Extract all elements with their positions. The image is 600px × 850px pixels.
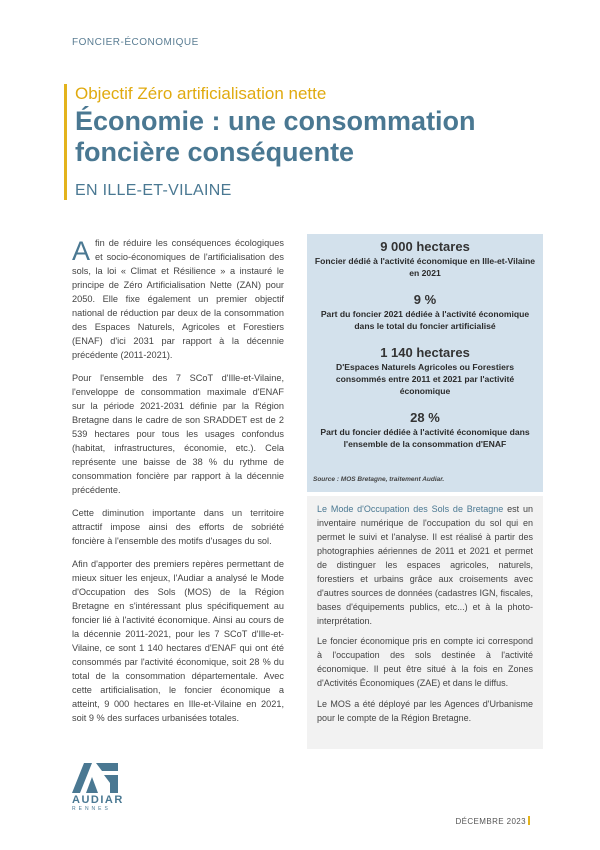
- logo-name: AUDIAR: [72, 794, 124, 806]
- stat-value: 9 000 hectares: [380, 239, 470, 254]
- publication-date: [455, 816, 530, 826]
- date-divider: [528, 816, 530, 825]
- stat-item: [307, 345, 543, 397]
- paragraph-analysis: Afin d'apporter des premiers repères permettant de mieux situer les enjeux, l'Audiar a analysé le Mode d'Occupation des Sols (MOS) de la Région Bretagne en s'intéressant plus spécifiquement au foncier lié à l'activité économique. Ainsi au cours de la décennie 2011-2021, pour les 7 SCoT d'Ille-et-Vilaine, ce sont 1 140 hectares d'ENAF qui ont été consommés par l'activité économique, soit 28 % du total de la consommation départementale. Avec cette artificialisation, le foncier économique a atteint, 9 000 hectares en Ille-et-Vilaine en 2021, soit 9 % des surfaces urbanisées totales.: [72, 558, 284, 723]
- mos-paragraph-1-text: est un inventaire numérique de l'occupation du sol qui en permet le suivi et l'analyse. Il est réalisé à partir des photographies aériennes de 2011 et 2021 et permet de distinguer les espaces agricoles, naturels, forestiers et urbains grâce aux croisements avec d'autres sources de données (cadastres IGN, fiscales, bases d'équipements publics, etc...) et à la photo-interprétation.: [317, 504, 533, 626]
- stat-description: Part du foncier 2021 dédiée à l'activité économique dans le total du foncier artificialisé: [320, 309, 530, 331]
- source-note: Source : MOS Bretagne, traitement Audiar.: [313, 476, 445, 483]
- mos-paragraph-1: [317, 503, 533, 628]
- key-figures-box: [307, 234, 543, 492]
- logo-city: RENNES: [72, 806, 111, 812]
- stat-description: D'Espaces Naturels Agricoles ou Forestiers consommés entre 2011 et 2021 par l'activité économique: [335, 362, 515, 396]
- stat-value: 9 %: [413, 292, 437, 308]
- audiar-logo: [72, 763, 128, 812]
- stat-item: [307, 292, 543, 332]
- audiar-logo-icon: [72, 763, 118, 793]
- paragraph-scot: Pour l'ensemble des 7 SCoT d'Ille-et-Vilaine, l'enveloppe de consommation maximale d'ENAF sur la période 2021-2031 définie par la Région Bretagne dans le cadre de son SRADDET est de 2 539 hectares pour tous les usages confondus (habitat, infrastructures, économie, etc.). Cela représente une baisse de 38 % du rythme de consommation foncière par rapport à la décennie précédente.: [72, 372, 284, 495]
- mos-paragraph-2: Le foncier économique pris en compte ici correspond à l'occupation des sols destinée à l'activité économique. Il peut être situé à la fois en Zones d'Activités Économiques (ZAE) et dans le diffus.: [317, 636, 533, 689]
- page-subtitle: Objectif Zéro artificialisation nette: [75, 84, 327, 103]
- date-text: DÉCEMBRE 2023: [455, 817, 526, 826]
- stat-value: 1 140 hectares: [380, 345, 470, 361]
- mos-lead: Le Mode d'Occupation des Sols de Bretagne: [317, 504, 504, 514]
- stat-item: [307, 410, 543, 450]
- stat-item: [307, 234, 543, 279]
- main-text-column: [72, 237, 284, 734]
- paragraph-intro-text: fin de réduire les conséquences écologiques et socio-économiques de l'artificialisation des sols, la loi « Climat et Résilience » a instauré le principe de Zéro Artificialisation Nette (ZAN) pour 2050. Elle fixe également un premier objectif national de réduction par deux de la consommation des Espaces Naturels, Agricoles et Forestiers (ENAF) d'ici 2031 par rapport à la décennie précédente (2011-2021).: [72, 238, 284, 360]
- mos-info-box: [307, 496, 543, 749]
- stat-value: 28 %: [410, 410, 440, 426]
- stat-description: Part du foncier dédiée à l'activité économique dans l'ensemble de la consommation d'ENAF: [320, 427, 530, 449]
- stat-description: Foncier dédié à l'activité économique en Ille-et-Vilaine en 2021: [314, 256, 536, 278]
- page-title: Économie : une consommation foncière conséquente: [75, 106, 476, 168]
- paragraph-intro: [72, 237, 284, 363]
- section-kicker: FONCIER-ÉCONOMIQUE: [72, 37, 199, 48]
- paragraph-diminution: Cette diminution importante dans un territoire attractif impose ainsi des efforts de sobriété foncière à l'ensemble des motifs d'usages du sol.: [72, 507, 284, 546]
- drop-cap: A: [72, 236, 91, 266]
- region-label: EN ILLE-ET-VILAINE: [75, 182, 232, 200]
- mos-paragraph-3: Le MOS a été déployé par les Agences d'Urbanisme pour le compte de la Région Bretagne.: [317, 699, 533, 724]
- title-block: [64, 84, 545, 200]
